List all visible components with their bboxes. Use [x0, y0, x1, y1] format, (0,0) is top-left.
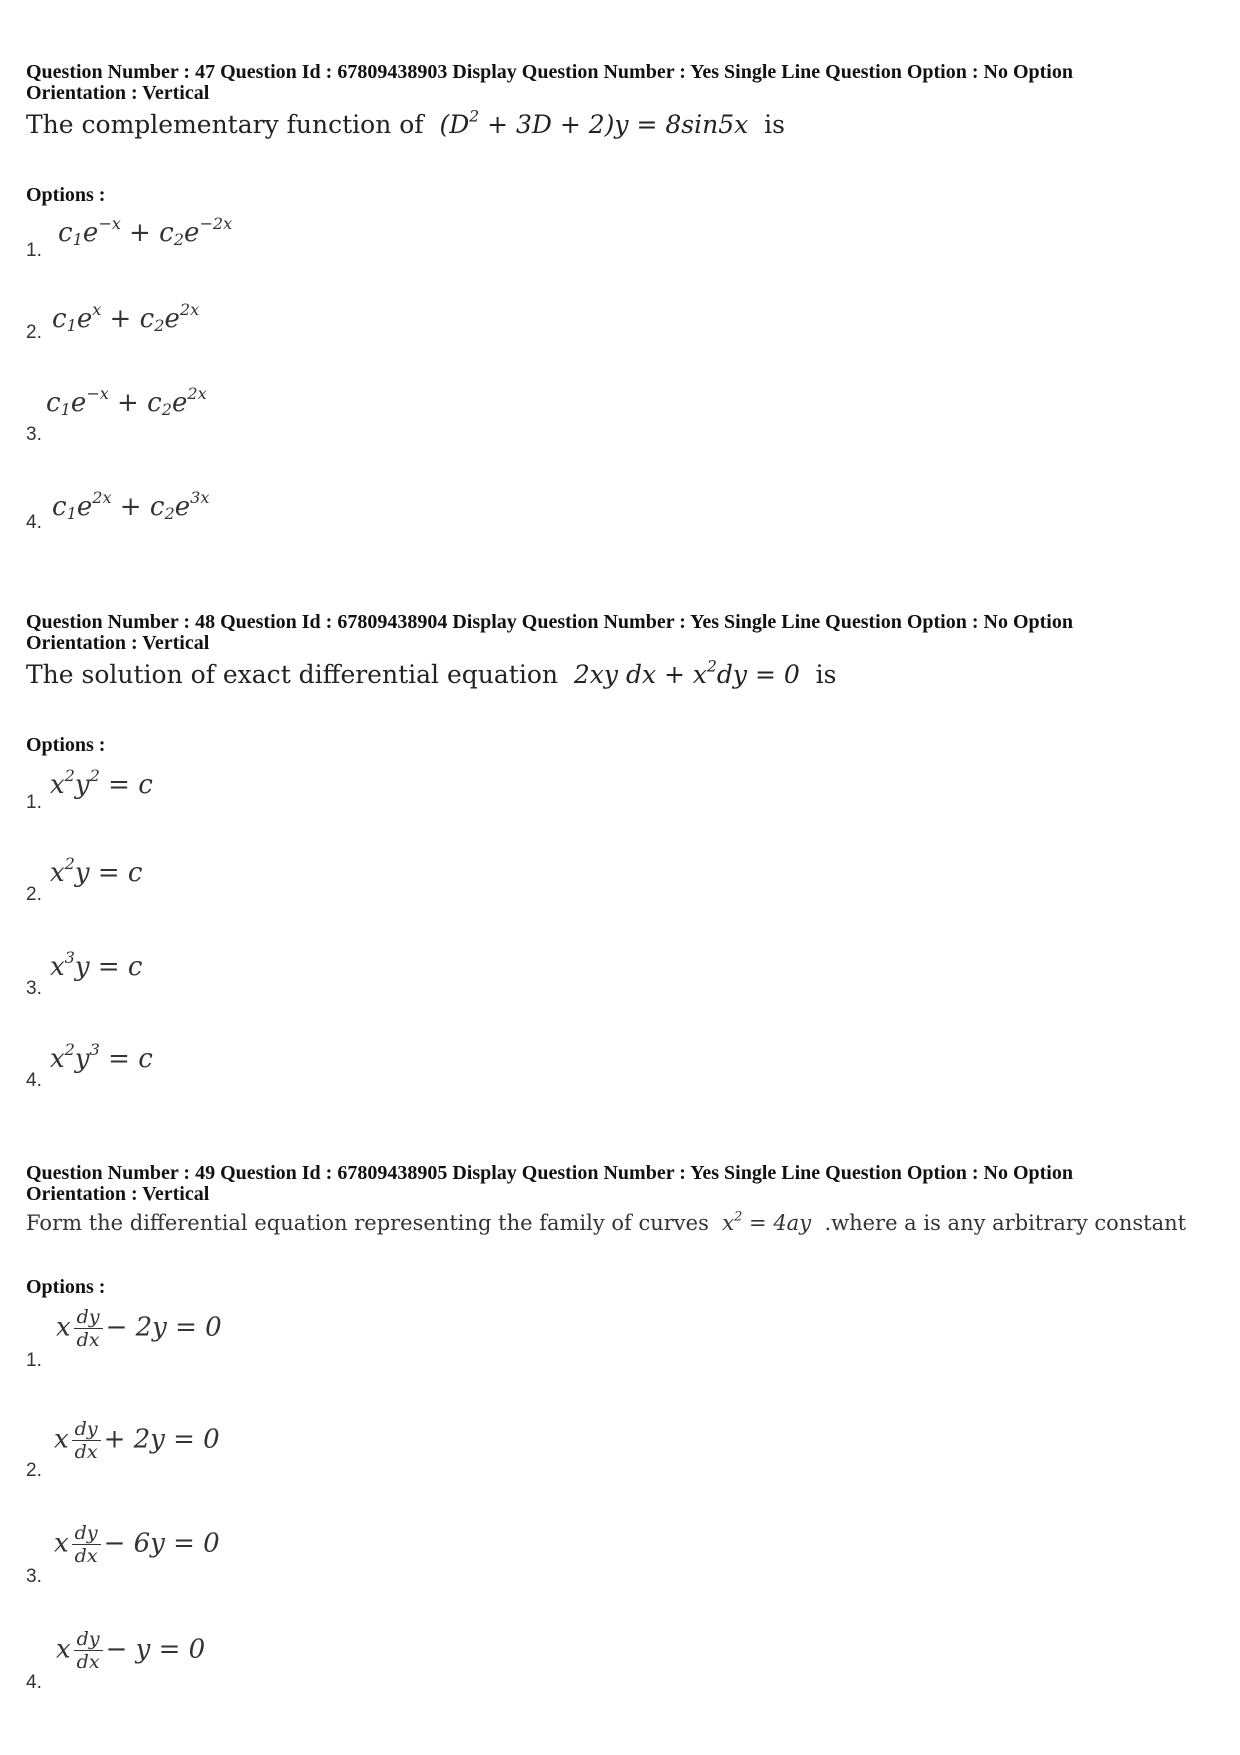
question-meta-line2: Orientation : Vertical: [26, 632, 210, 654]
question-meta-line1: Question Number : 49 Question Id : 67809438905 Display Question Number : Yes Single Line Question Option : No Option: [26, 1162, 1073, 1184]
stem-math: $x^2 = 4ay$: [715, 1209, 818, 1235]
option-2[interactable]: 2. $x^2y = c$: [26, 853, 143, 905]
question-stem: Form the differential equation representing the family of curves $x^2 = 4ay$ .where a is any arbitrary constant: [26, 1209, 1187, 1235]
option-expression: $c_1e^x + c_2e^{2x}$: [52, 299, 200, 336]
options-label: Options :: [26, 184, 106, 206]
question-meta-line1: Question Number : 48 Question Id : 67809438904 Display Question Number : Yes Single Line Question Option : No Option: [26, 611, 1073, 633]
question-meta-line1: Question Number : 47 Question Id : 67809438903 Display Question Number : Yes Single Line Question Option : No Option: [26, 61, 1073, 83]
question-stem: The complementary function of $(D^2 + 3D + 2)y = 8\sin 5x$ is: [26, 107, 785, 139]
option-3[interactable]: 3. x $\frac{dy}{dx}$ − 6y = 0: [26, 1522, 220, 1587]
options-label: Options :: [26, 734, 106, 756]
option-expression: $c_1e^{-x} + c_2e^{2x}$: [46, 383, 207, 420]
question-meta-line2: Orientation : Vertical: [26, 1183, 210, 1205]
option-2[interactable]: 2. x $\frac{dy}{dx}$ + 2y = 0: [26, 1418, 220, 1481]
question-48: [26, 612, 1226, 689]
option-1[interactable]: 1. $c_1e^{-x} + c_2e^{-2x}$: [26, 213, 233, 261]
option-3[interactable]: 3. $x^3y = c$: [26, 947, 143, 999]
options-label: Options :: [26, 1276, 106, 1298]
option-expression: $x^2y^2 = c$: [50, 765, 153, 800]
option-2[interactable]: 2. $c_1e^x + c_2e^{2x}$: [26, 299, 200, 343]
option-expression: $x^2y = c$: [50, 853, 143, 888]
option-expression: $c_1e^{-x} + c_2e^{-2x}$: [58, 213, 233, 250]
option-4[interactable]: 4. x $\frac{dy}{dx}$ − y = 0: [26, 1628, 206, 1693]
option-1[interactable]: 1. x $\frac{dy}{dx}$ − 2y = 0: [26, 1306, 222, 1371]
question-meta-line2: Orientation : Vertical: [26, 82, 210, 104]
option-expression: x $\frac{dy}{dx}$ − 6y = 0: [54, 1522, 220, 1567]
option-expression: $x^2y^3 = c$: [50, 1039, 153, 1074]
option-expression: $x^3y = c$: [50, 947, 143, 982]
option-expression: x $\frac{dy}{dx}$ − y = 0: [56, 1628, 206, 1673]
stem-math: 2xy dx + $x^2dy = 0$: [565, 657, 808, 689]
option-4[interactable]: 4. $x^2y^3 = c$: [26, 1039, 153, 1091]
stem-math: $(D^2 + 3D + 2)y = 8\sin 5x$: [431, 107, 757, 139]
option-1[interactable]: 1. $x^2y^2 = c$: [26, 765, 153, 813]
option-expression: x $\frac{dy}{dx}$ − 2y = 0: [56, 1306, 222, 1351]
question-49: [26, 1163, 1226, 1235]
option-4[interactable]: 4. $c_1e^{2x} + c_2e^{3x}$: [26, 487, 210, 533]
option-3[interactable]: 3. $c_1e^{-x} + c_2e^{2x}$: [26, 383, 207, 445]
question-47: [26, 62, 1226, 139]
question-stem: The solution of exact differential equation 2xy dx + $x^2dy = 0$ is: [26, 657, 837, 689]
option-expression: x $\frac{dy}{dx}$ + 2y = 0: [54, 1418, 220, 1463]
option-expression: $c_1e^{2x} + c_2e^{3x}$: [52, 487, 210, 524]
